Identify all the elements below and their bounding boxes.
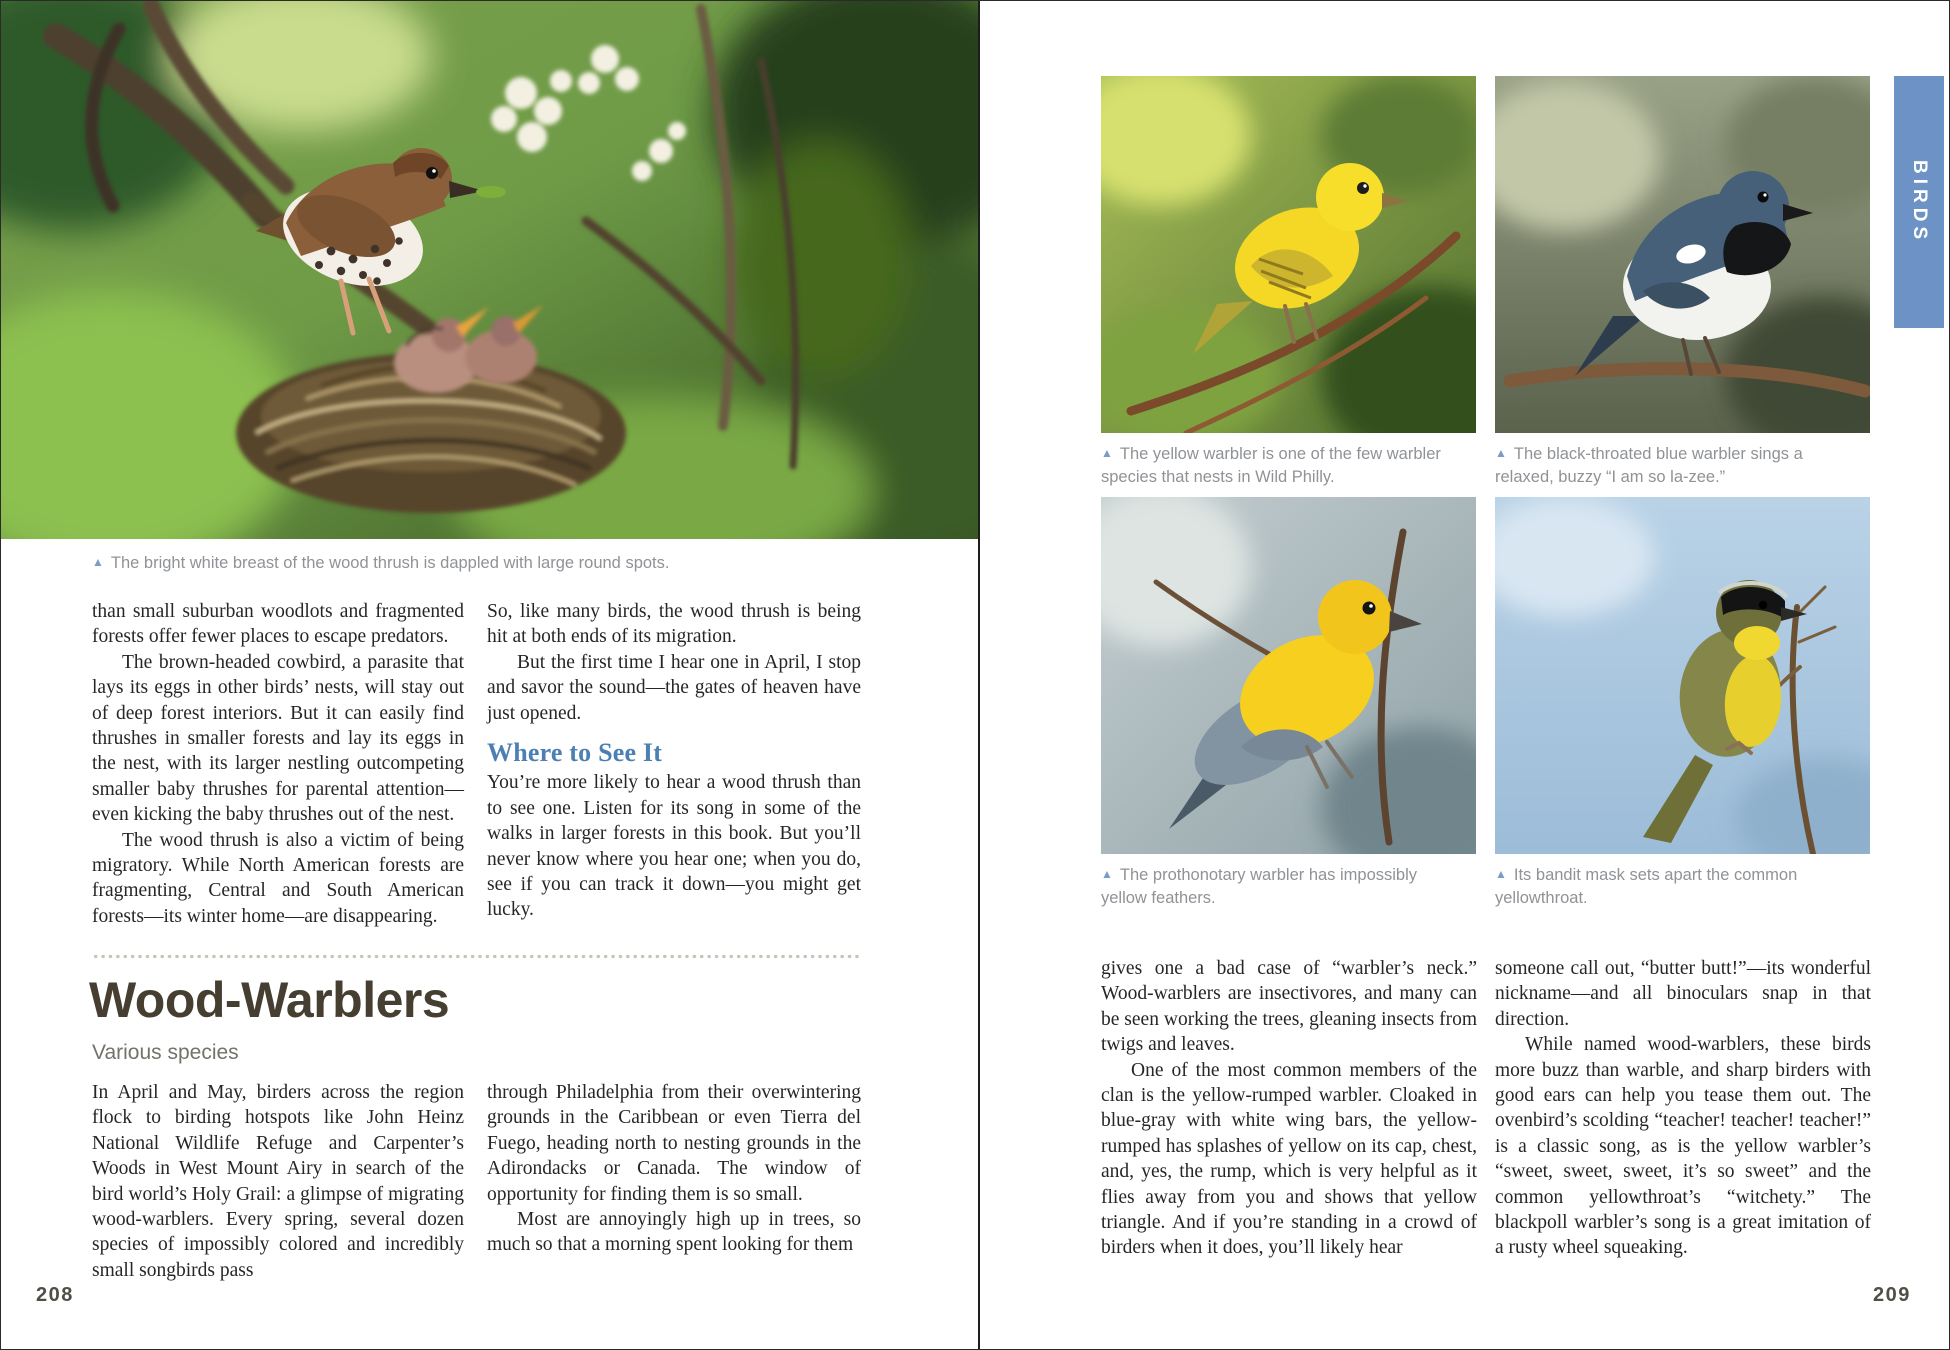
caption-arrow-icon: ▲ (1495, 446, 1507, 460)
left-page-column-3 (92, 1080, 464, 1283)
section-divider-dots (92, 953, 861, 960)
photo-yellow-warbler (1101, 76, 1476, 433)
photo-prothonotary-warbler (1101, 497, 1476, 854)
caption-arrow-icon: ▲ (1101, 446, 1113, 460)
caption-text: The prothonotary warbler has impossibly yellow feathers. (1101, 866, 1418, 907)
paragraph: But the first time I hear one in April, I stop and savor the sound—the gates of heaven have just opened. (487, 651, 861, 724)
paragraph: Most are annoyingly high up in trees, so much so that a morning spent looking for them (487, 1209, 861, 1256)
photo-common-yellowthroat (1495, 497, 1870, 854)
photo-caption-black-throated-blue (1495, 443, 1863, 488)
paragraph: gives one a bad case of “warbler’s neck.” Wood-warblers are insectivores, and many can be seen working the trees, gleaning insects from twigs and leaves. (1101, 958, 1477, 1056)
right-page-column-2 (1495, 956, 1871, 1261)
section-subtitle: Various species (92, 1041, 239, 1064)
paragraph: than small suburban woodlots and fragmented forests offer fewer places to escape predators. (92, 601, 464, 648)
photo-caption-prothonotary (1101, 864, 1431, 909)
caption-text: Its bandit mask sets apart the common yellowthroat. (1495, 866, 1798, 907)
paragraph: So, like many birds, the wood thrush is being hit at both ends of its migration. (487, 601, 861, 648)
chapter-thumb-tab-birds (1894, 76, 1944, 328)
photo-black-throated-blue-warbler (1495, 76, 1870, 433)
common-yellowthroat-illustration (1495, 497, 1870, 854)
page-number-left: 208 (36, 1284, 74, 1306)
chapter-tab-label: BIRDS (1909, 159, 1930, 245)
paragraph: The wood thrush is also a victim of being migratory. While North American forests are fragmenting, Central and South American forests—its winter home—are disappearing. (92, 829, 464, 927)
right-page-column-1 (1101, 956, 1477, 1261)
caption-text: The bright white breast of the wood thrush is dappled with large round spots. (110, 554, 670, 572)
photo-caption-yellow-warbler (1101, 443, 1461, 488)
caption-text: The black-throated blue warbler sings a relaxed, buzzy “I am so la-zee.” (1495, 445, 1803, 486)
page-divider (978, 1, 980, 1350)
paragraph: someone call out, “butter butt!”—its wonderful nickname—and all binoculars snap in that direction. (1495, 958, 1871, 1030)
paragraph: While named wood-warblers, these birds more buzz than warble, and sharp birders with good ears can help you tease them out. The ovenbird’s scolding “teacher! teacher! teacher!” is a classic song, as is the yellow warbler’s “sweet, sweet, sweet, it’s so sweet” and the common yellowthroat’s “witchety.” The blackpoll warbler’s song is a great imitation of a rusty wheel squeaking. (1495, 1034, 1871, 1259)
wood-thrush-nest-illustration (1, 1, 978, 539)
paragraph: In April and May, birders across the region flock to birding hotspots like John Heinz National Wildlife Refuge and Carpenter’s Woods in West Mount Airy in search of the bird world’s Holy Grail: a glimpse of migrating wood-warblers. Every spring, several dozen species of impossibly colored and incredibly small songbirds pass (92, 1082, 464, 1281)
left-page-column-2 (487, 599, 861, 923)
where-to-see-it-heading: Where to See It (487, 738, 663, 768)
left-page-column-1 (92, 599, 464, 929)
caption-arrow-icon: ▲ (92, 555, 104, 569)
page-number-right: 209 (1873, 1284, 1911, 1306)
prothonotary-warbler-illustration (1101, 497, 1476, 854)
paragraph: You’re more likely to hear a wood thrush than to see one. Listen for its song in some of the walks in larger forests in this book. But you’ll never know where you hear one; when you do, see if you can track it down—you might get lucky. (487, 772, 861, 921)
left-page-column-4 (487, 1080, 861, 1258)
hero-photo-caption (92, 552, 832, 575)
paragraph: through Philadelphia from their overwintering grounds in the Caribbean or even Tierra del Fuego, heading north to nesting grounds in the Adirondacks or Canada. The window of opportunity for finding them is so small. (487, 1082, 861, 1205)
caption-text: The yellow warbler is one of the few warbler species that nests in Wild Philly. (1101, 445, 1441, 486)
photo-wood-thrush-nest (1, 1, 978, 539)
section-title: Wood-Warblers (89, 972, 450, 1028)
photo-caption-yellowthroat (1495, 864, 1815, 909)
black-throated-blue-warbler-illustration (1495, 76, 1870, 433)
caption-arrow-icon: ▲ (1101, 867, 1113, 881)
yellow-warbler-illustration (1101, 76, 1476, 433)
paragraph: One of the most common members of the clan is the yellow-rumped warbler. Cloaked in blue-gray with white wing bars, the yellow-rumped has splashes of yellow on its cap, chest, and, yes, the rump, which is very helpful as it flies away from you and shows that yellow triangle. And if you’re standing in a crowd of birders when it does, you’ll likely hear (1101, 1059, 1477, 1259)
paragraph: The brown-headed cowbird, a parasite that lays its eggs in other birds’ nests, will stay out of deep forest interiors. But it can easily find thrushes in smaller forests and lay its eggs in the nest, with its larger nestling outcompeting smaller baby thrushes for parental attention—even kicking the baby thrushes out of the nest. (92, 651, 464, 826)
caption-arrow-icon: ▲ (1495, 867, 1507, 881)
